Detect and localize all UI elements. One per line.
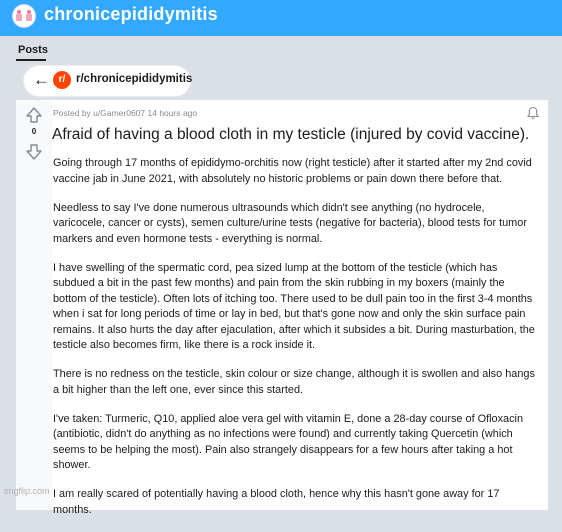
vote-score: 0: [31, 127, 37, 136]
post-paragraph: I have swelling of the spermatic cord, pea sized lump at the bottom of the testicle (which has subdued a bit in the past few months) and pain from the skin rubbing in my boxers (mainly the bottom of the testicle). Often lots of itching too. There used to be dull pain too in the first 3-4 months when i sat for long periods of time or lay in bed, but that's gone now and only the skin surface pain remains. It also hurts the day after ejaculation, after which it subsides a bit. During masturbation, the testicle also becomes firm, like there is a rock inside it.: [53, 261, 535, 351]
vote-column: [16, 100, 52, 510]
active-tab-indicator: [16, 59, 46, 61]
post-title[interactable]: Afraid of having a blood cloth in my testicle (injured by covid vaccine).: [52, 126, 530, 143]
imgflip-watermark: imgflip.com: [4, 486, 50, 496]
downvote-arrow-icon[interactable]: [25, 143, 43, 161]
community-title: chronicepididymitis: [44, 4, 218, 24]
post-meta: Posted by u/Gamer0607 14 hours ago: [53, 108, 198, 118]
post-paragraph: Going through 17 months of epididymo-orchitis now (right testicle) after it started after my 2nd covid vaccine jab in June 2021, with absolutely no historic problems or pain down there before that.: [53, 157, 532, 185]
subreddit-banner: [0, 0, 562, 36]
post-body: [53, 156, 539, 532]
subreddit-breadcrumb[interactable]: [24, 66, 193, 96]
subreddit-name[interactable]: r/chronicepididymitis: [76, 73, 193, 85]
tab-posts[interactable]: Posts: [18, 44, 48, 56]
post-card: [16, 100, 548, 516]
subreddit-icon: r/: [53, 71, 71, 89]
back-arrow-icon[interactable]: ←: [33, 70, 50, 89]
post-paragraph: Needless to say I've done numerous ultrasounds which didn't see anything (no hydrocele, varicocele, cancer or cysts), semen culture/urine tests (negative for bacteria), blood tests for tumor markers and even hormone tests - everything is normal.: [53, 201, 527, 245]
post-paragraph: I've taken: Turmeric, Q10, applied aloe vera gel with vitamin E, done a 28-day course of Ofloxacin (antibiotic, didn't do anything as no infections were found) and currently taking Quercetin (which seems to be helping the most). Pain also strangely disappears for a few hours after taking a hot shower.: [53, 412, 524, 471]
community-avatar-icon[interactable]: [12, 4, 36, 28]
post-paragraph: I am really scared of potentially having a blood cloth, hence why this hasn't gone away for 17 months.: [53, 488, 500, 516]
bell-icon[interactable]: [526, 106, 540, 120]
upvote-arrow-icon[interactable]: [25, 106, 43, 124]
post-paragraph: There is no redness on the testicle, skin colour or size change, although it is swollen and also hangs a bit higher than the left one, ever since this started.: [53, 368, 535, 396]
